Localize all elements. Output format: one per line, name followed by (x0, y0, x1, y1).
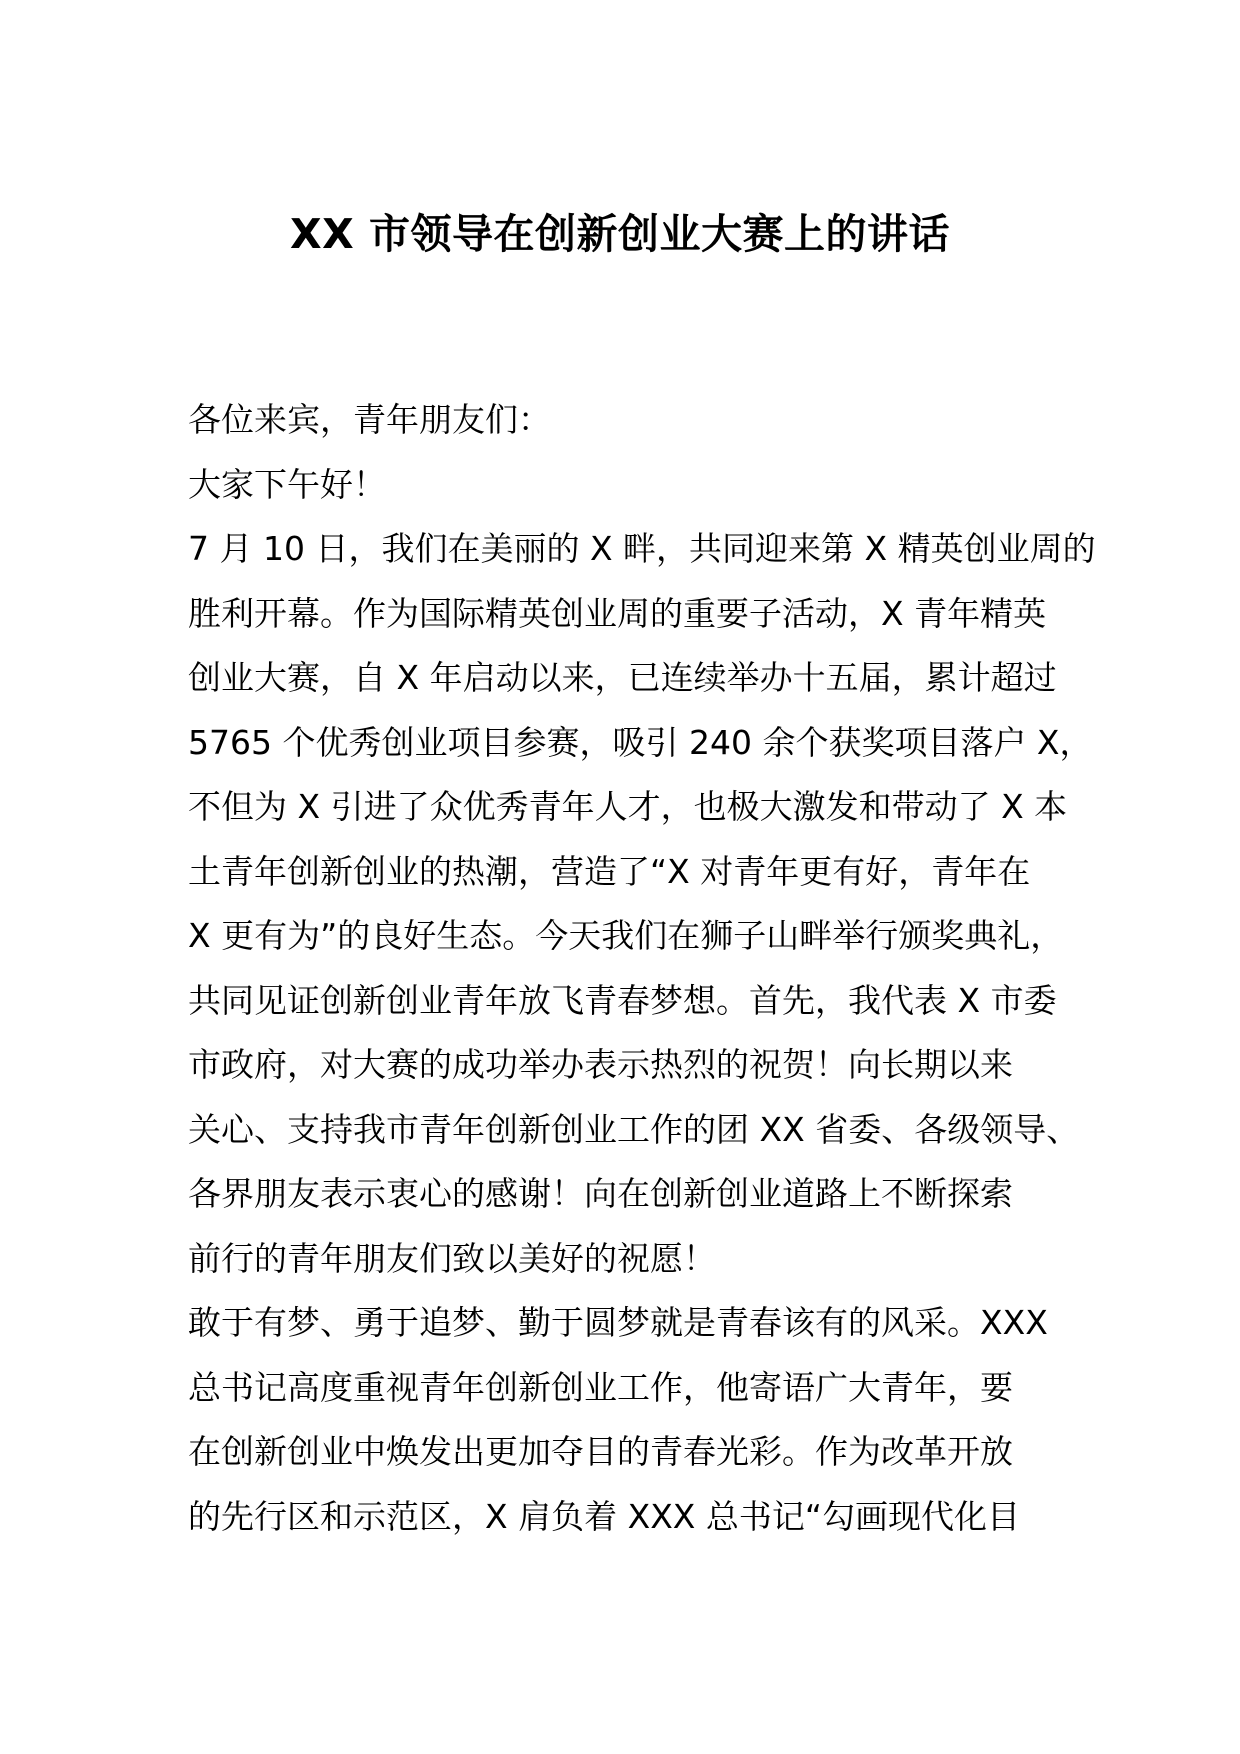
body-line: 创业大赛，自 X 年启动以来，已连续举办十五届，累计超过 (188, 658, 1057, 697)
body-line: 关心、支持我市青年创新创业工作的团 XX 省委、各级领导、 (188, 1109, 1080, 1149)
body-line: X 更有为”的良好生态。今天我们在狮子山畔举行颁奖典礼， (188, 916, 1064, 955)
body-line: 各界朋友表示衷心的感谢！向在创新创业道路上不断探索 (188, 1174, 1013, 1213)
body-line: 土青年创新创业的热潮，营造了“X 对青年更有好，青年在 (188, 851, 1031, 891)
body-line: 大家下午好！ (188, 464, 386, 504)
body-line: 共同见证创新创业青年放飞青春梦想。首先，我代表 X 市委 (188, 980, 1057, 1020)
body-line: 各位来宾，青年朋友们： (188, 400, 551, 439)
body-line: 总书记高度重视青年创新创业工作，他寄语广大青年，要 (188, 1367, 1013, 1407)
body-line: 前行的青年朋友们致以美好的祝愿！ (188, 1238, 716, 1278)
body-line: 的先行区和示范区，X 肩负着 XXX 总书记“勾画现代化目 (188, 1496, 1020, 1536)
document-title: XX 市领导在创新创业大赛上的讲话 (290, 210, 950, 258)
body-line: 在创新创业中焕发出更加夺目的青春光彩。作为改革开放 (188, 1432, 1013, 1471)
body-line: 7 月 10 日，我们在美丽的 X 畔，共同迎来第 X 精英创业周的 (188, 529, 1096, 568)
body-line: 市政府，对大赛的成功举办表示热烈的祝贺！向长期以来 (188, 1045, 1013, 1084)
document-body (188, 388, 1096, 1549)
body-line: 不但为 X 引进了众优秀青年人才，也极大激发和带动了 X 本 (188, 787, 1068, 826)
body-line: 胜利开幕。作为国际精英创业周的重要子活动，X 青年精英 (188, 593, 1047, 633)
body-line: 敢于有梦、勇于追梦、勤于圆梦就是青春该有的风采。XXX (188, 1303, 1048, 1342)
body-line: 5765 个优秀创业项目参赛，吸引 240 余个获奖项目落户 X， (188, 722, 1093, 762)
